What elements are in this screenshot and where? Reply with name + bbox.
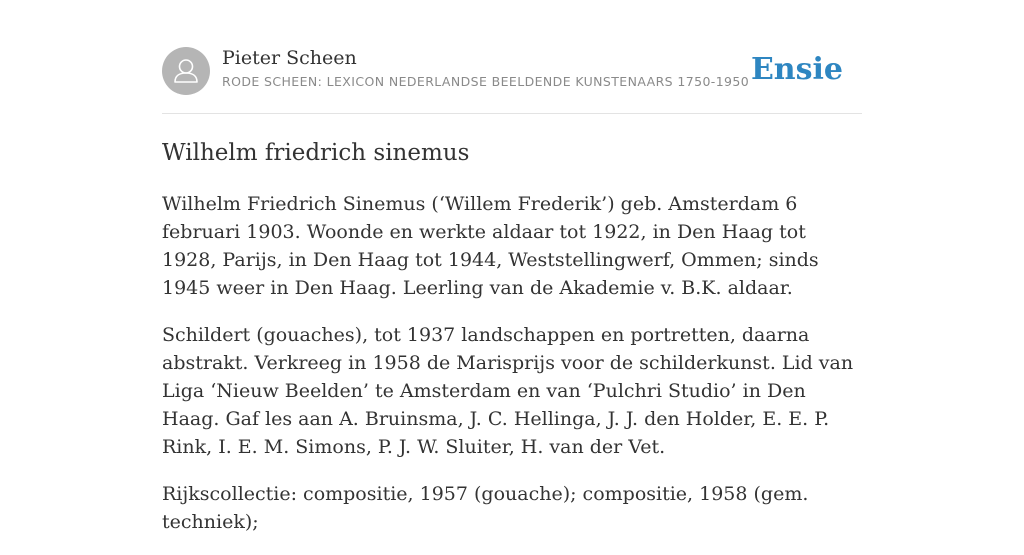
article-body xyxy=(162,190,862,555)
header xyxy=(162,46,862,96)
header-divider xyxy=(162,113,862,114)
article-title: Wilhelm friedrich sinemus xyxy=(162,140,470,166)
author-name[interactable]: Pieter Scheen xyxy=(222,47,357,69)
article-paragraph: Wilhelm Friedrich Sinemus (‘Willem Frederik’) geb. Amsterdam 6 februari 1903. Woonde en werkte aldaar tot 1922, in Den Haag tot 1928, Parijs, in Den Haag tot 1944, Weststellingwerf, Ommen; sinds 1945 weer in Den Haag. Leerling van de Akademie v. B.K. aldaar. xyxy=(162,193,819,299)
author-avatar[interactable] xyxy=(162,47,210,95)
source-title[interactable]: RODE SCHEEN: LEXICON NEDERLANDSE BEELDENDE KUNSTENAARS 1750-1950 xyxy=(222,74,750,89)
user-icon xyxy=(162,47,210,95)
article-paragraph: Schildert (gouaches), tot 1937 landschappen en portretten, daarna abstrakt. Verkreeg in 1958 de Marisprijs voor de schilderkunst. Lid van Liga ‘Nieuw Beelden’ te Amsterdam en van ‘Pulchri Studio’ in Den Haag. Gaf les aan A. Bruinsma, J. C. Hellinga, J. J. den Holder, E. E. P. Rink, I. E. M. Simons, P. J. W. Sluiter, H. van der Vet. xyxy=(162,324,854,458)
ensie-logo[interactable]: Ensie xyxy=(750,52,843,87)
article-paragraph: Rijkscollectie: compositie, 1957 (gouache); compositie, 1958 (gem. techniek); xyxy=(162,483,809,533)
